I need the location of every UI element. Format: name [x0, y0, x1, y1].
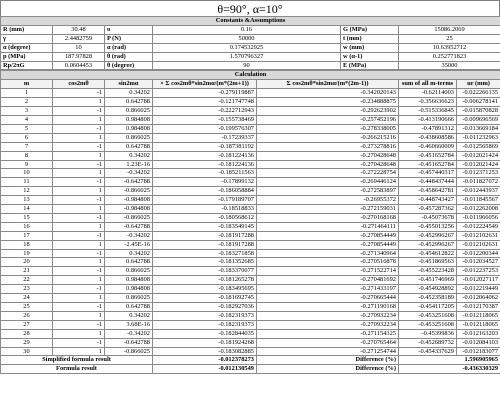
table-cell: 1 — [53, 115, 105, 124]
table-cell: -0.155738469 — [153, 115, 257, 124]
table-row — [1, 329, 500, 338]
table-cell: -0.270665444 — [257, 294, 399, 303]
table-row — [1, 320, 500, 329]
table-cell: 25 — [1, 303, 53, 312]
table-cell: -0.186058884 — [153, 187, 257, 196]
table-cell: -0.187381192 — [153, 142, 257, 151]
table-cell: -0.181224136 — [153, 160, 257, 169]
constant-label: α (degree) — [1, 43, 53, 52]
table-cell: -1 — [53, 338, 105, 347]
constants-table — [0, 16, 500, 70]
table-cell: -0.270854449 — [257, 231, 399, 240]
table-cell: -1 — [53, 160, 105, 169]
table-cell: -0.18518833 — [153, 205, 257, 214]
table-cell: -0.012118065 — [457, 320, 500, 329]
table-cell: -0.183495695 — [153, 285, 257, 294]
table-row — [1, 169, 500, 178]
table-cell: -0.279119887 — [153, 89, 257, 98]
table-cell: 0.34202 — [105, 151, 153, 160]
column-header: cos2mθ — [53, 80, 105, 89]
table-cell: -0.181924268 — [153, 338, 257, 347]
table-cell: 18 — [1, 240, 53, 249]
table-cell: -0.273278816 — [257, 142, 399, 151]
constant-value: 35000 — [399, 61, 500, 70]
table-cell: 0.34202 — [105, 89, 153, 98]
table-row — [1, 258, 500, 267]
table-cell: 0.866025 — [105, 267, 153, 276]
table-row — [1, 160, 500, 169]
table-cell: 9 — [1, 160, 53, 169]
table-cell: -1 — [53, 285, 105, 294]
table-cell: -0.012027117 — [457, 276, 500, 285]
table-cell: 5 — [1, 124, 53, 133]
table-cell: 0.984808 — [105, 115, 153, 124]
table-cell: -0.012224549 — [457, 222, 500, 231]
constant-label: p (MPa) — [1, 52, 53, 61]
table-cell: -0.984808 — [105, 196, 153, 205]
table-cell: -0.454612822 — [399, 249, 457, 258]
table-cell: -1 — [53, 249, 105, 258]
table-cell: -0.182319373 — [153, 311, 257, 320]
table-cell: -0.270854449 — [257, 240, 399, 249]
table-cell: -0.448437444 — [399, 178, 457, 187]
table-cell: -0.271190168 — [257, 303, 399, 312]
table-cell: -0.270765464 — [257, 338, 399, 347]
table-cell: -0.266215216 — [257, 133, 399, 142]
column-header: Σ cos2mθ*sin2mα/(m*(2m-1)) — [257, 80, 399, 89]
table-cell: -1 — [53, 178, 105, 187]
table-cell: -0.45399836 — [399, 329, 457, 338]
table-cell: -0.451746969 — [399, 276, 457, 285]
table-cell: 0.866025 — [105, 133, 153, 142]
table-cell: -0.271522714 — [257, 267, 399, 276]
table-cell: 0.34202 — [105, 249, 153, 258]
table-cell: -0.012237253 — [457, 267, 500, 276]
table-cell: -1 — [53, 213, 105, 222]
table-cell: 8 — [1, 151, 53, 160]
table-cell: 27 — [1, 320, 53, 329]
table-cell: 21 — [1, 267, 53, 276]
table-cell: 1 — [53, 205, 105, 214]
table-cell: 12 — [1, 187, 53, 196]
table-row — [1, 213, 500, 222]
table-cell: 4 — [1, 115, 53, 124]
constant-label: t (mm) — [341, 34, 399, 43]
constant-label: υ — [105, 25, 153, 34]
table-cell: -0.34202 — [105, 231, 153, 240]
constants-row — [1, 61, 500, 70]
table-row — [1, 311, 500, 320]
table-row — [1, 98, 500, 107]
table-cell: 1 — [53, 187, 105, 196]
table-cell: -0.451652784 — [399, 160, 457, 169]
calculation-header: Calculation — [1, 71, 500, 80]
table-cell: -0.012021424 — [457, 160, 500, 169]
table-cell: -0.413190666 — [399, 115, 457, 124]
table-cell: -0.34202 — [105, 329, 153, 338]
table-cell: -0.451652784 — [399, 151, 457, 160]
formula-row — [1, 365, 500, 374]
constants-row — [1, 52, 500, 61]
table-cell: 1 — [53, 347, 105, 356]
constant-label: θ (degree) — [105, 61, 153, 70]
table-row — [1, 285, 500, 294]
table-cell: -0.642788 — [105, 178, 153, 187]
table-cell: -0.183549145 — [153, 222, 257, 231]
table-cell: 1.23E-16 — [105, 160, 153, 169]
table-cell: -0.011232963 — [457, 133, 500, 142]
table-cell: -0.012183077 — [457, 347, 500, 356]
table-row — [1, 124, 500, 133]
table-cell: -0.012034527 — [457, 258, 500, 267]
table-cell: -0.62114003 — [399, 89, 457, 98]
table-cell: 20 — [1, 258, 53, 267]
table-cell: -0.272159031 — [257, 205, 399, 214]
table-cell: 0.984808 — [105, 285, 153, 294]
table-row — [1, 231, 500, 240]
table-cell: -0.181265278 — [153, 276, 257, 285]
table-cell: -0.022266135 — [457, 89, 500, 98]
table-cell: -0.012163203 — [457, 329, 500, 338]
table-cell: 17 — [1, 231, 53, 240]
table-row — [1, 222, 500, 231]
table-cell: -0.012219449 — [457, 285, 500, 294]
table-cell: 30 — [1, 347, 53, 356]
constants-row — [1, 25, 500, 34]
table-row — [1, 107, 500, 116]
table-cell: -0.011827072 — [457, 178, 500, 187]
table-cell: -1 — [53, 124, 105, 133]
table-cell: -0.012021424 — [457, 151, 500, 160]
table-cell: -0.121747748 — [153, 98, 257, 107]
table-row — [1, 178, 500, 187]
table-cell: 22 — [1, 276, 53, 285]
table-row — [1, 115, 500, 124]
table-cell: -0.012371253 — [457, 169, 500, 178]
table-cell: -0.013669184 — [457, 124, 500, 133]
constant-value: 0.16 — [153, 25, 341, 34]
table-cell: -0.292623902 — [257, 107, 399, 116]
table-cell: -0.460660009 — [399, 142, 457, 151]
table-cell: -0.270481692 — [257, 276, 399, 285]
table-cell: -1 — [53, 267, 105, 276]
table-cell: 16 — [1, 222, 53, 231]
constant-value: 0.174532925 — [153, 43, 341, 52]
constant-label: R (mm) — [1, 25, 53, 34]
table-row — [1, 196, 500, 205]
table-row — [1, 205, 500, 214]
table-cell: -0.012102631 — [457, 240, 500, 249]
table-cell: -0.181224136 — [153, 151, 257, 160]
table-cell: -0.183082885 — [153, 347, 257, 356]
table-cell: -0.984808 — [105, 205, 153, 214]
table-cell: -0.271154325 — [257, 329, 399, 338]
table-cell: 13 — [1, 196, 53, 205]
constant-value: 0.252771823 — [399, 52, 500, 61]
table-row — [1, 187, 500, 196]
table-cell: -0.012262008 — [457, 205, 500, 214]
table-row — [1, 267, 500, 276]
table-cell: -0.011966056 — [457, 213, 500, 222]
calculation-table — [0, 70, 500, 374]
table-cell: -0.270932234 — [257, 311, 399, 320]
constant-label: G (MPa) — [341, 25, 399, 34]
table-cell: -0.182927036 — [153, 303, 257, 312]
table-cell: -1 — [53, 89, 105, 98]
column-header-row — [1, 80, 500, 89]
table-cell: -0.257452196 — [257, 115, 399, 124]
table-cell: 14 — [1, 205, 53, 214]
table-cell: 1 — [53, 294, 105, 303]
table-cell: -0.47891312 — [399, 124, 457, 133]
difference-label-1: Difference (%) — [257, 356, 399, 365]
table-cell: -0.356636623 — [399, 98, 457, 107]
table-cell: -0.181917288 — [153, 240, 257, 249]
constant-label: θ (rad) — [105, 52, 153, 61]
table-cell: -0.185211563 — [153, 169, 257, 178]
table-cell: -0.271254744 — [257, 347, 399, 356]
table-cell: -0.458642781 — [399, 187, 457, 196]
table-cell: -0.455013256 — [399, 222, 457, 231]
table-cell: -0.270428648 — [257, 151, 399, 160]
column-header: sum of all m-terms — [399, 80, 457, 89]
table-row — [1, 89, 500, 98]
table-cell: -0.181352685 — [153, 258, 257, 267]
table-cell: -0.183271858 — [153, 249, 257, 258]
table-cell: -0.012102631 — [457, 231, 500, 240]
table-cell: 1 — [53, 329, 105, 338]
table-cell: 1 — [1, 89, 53, 98]
table-cell: -0.199576307 — [153, 124, 257, 133]
constant-value: 2.4482759 — [53, 34, 105, 43]
table-cell: -0.278338005 — [257, 124, 399, 133]
table-cell: -0.271464111 — [257, 222, 399, 231]
table-cell: -0.180568612 — [153, 213, 257, 222]
table-cell: 1 — [53, 133, 105, 142]
table-cell: -0.453251608 — [399, 320, 457, 329]
constant-label: E (MPa) — [341, 61, 399, 70]
table-cell: 0.866025 — [105, 107, 153, 116]
formula-value: -0.012130549 — [153, 365, 257, 374]
table-cell: 24 — [1, 294, 53, 303]
constant-value: 15086.2069 — [399, 25, 500, 34]
table-cell: -0.183370077 — [153, 267, 257, 276]
table-cell: -1 — [53, 320, 105, 329]
table-cell: -0.181692745 — [153, 294, 257, 303]
table-cell: 0.866025 — [105, 294, 153, 303]
table-cell: -0.181917288 — [153, 231, 257, 240]
table-cell: 0.984808 — [105, 124, 153, 133]
table-cell: -0.270932234 — [257, 320, 399, 329]
table-cell: 2 — [1, 98, 53, 107]
table-cell: -0.452996267 — [399, 240, 457, 249]
table-cell: -0.271433197 — [257, 285, 399, 294]
formula-label: Formula result — [1, 365, 153, 374]
table-cell: 29 — [1, 338, 53, 347]
table-cell: -0.452689732 — [399, 338, 457, 347]
table-cell: 1 — [53, 311, 105, 320]
table-cell: -1 — [53, 142, 105, 151]
table-cell: -0.270516878 — [257, 258, 399, 267]
table-cell: -0.448743427 — [399, 196, 457, 205]
table-cell: -0.642788 — [105, 222, 153, 231]
table-cell: -0.453251608 — [399, 311, 457, 320]
constants-row — [1, 34, 500, 43]
difference-value-1: 1.596905965 — [399, 356, 500, 365]
table-cell: -0.17899132 — [153, 178, 257, 187]
difference-label-2: Difference (%) — [257, 365, 399, 374]
table-cell: 19 — [1, 249, 53, 258]
constant-label: Rp/2πG — [1, 61, 53, 70]
table-cell: 1 — [53, 276, 105, 285]
table-cell: -0.012084103 — [457, 338, 500, 347]
constant-value: 30.48 — [53, 25, 105, 34]
table-cell: -0.342020143 — [257, 89, 399, 98]
table-row — [1, 240, 500, 249]
table-cell: -0.011845567 — [457, 196, 500, 205]
constant-label: γ — [1, 34, 53, 43]
table-cell: -0.438608586 — [399, 133, 457, 142]
table-row — [1, 151, 500, 160]
table-cell: -0.454928892 — [399, 285, 457, 294]
constant-value: 187.97828 — [53, 52, 105, 61]
table-cell: -0.642788 — [105, 338, 153, 347]
table-cell: -0.222712943 — [153, 107, 257, 116]
table-cell: 1 — [53, 151, 105, 160]
constants-header: Constants &Assumptions — [1, 17, 500, 26]
difference-value-2: -0.436330329 — [399, 365, 500, 374]
table-cell: -0.182844035 — [153, 329, 257, 338]
table-cell: -0.012565869 — [457, 142, 500, 151]
table-cell: -0.866025 — [105, 213, 153, 222]
table-cell: -0.006278141 — [457, 98, 500, 107]
sheet-title: θ=90°, α=10° — [0, 0, 500, 16]
table-cell: 1 — [53, 169, 105, 178]
table-cell: -0.452996267 — [399, 231, 457, 240]
table-cell: 0.34202 — [105, 311, 153, 320]
table-cell: -2.45E-16 — [105, 240, 153, 249]
table-cell: -0.009696569 — [457, 115, 500, 124]
table-cell: -0.015870828 — [457, 107, 500, 116]
simplified-value: -0.012378273 — [153, 356, 257, 365]
table-cell: -0.272228754 — [257, 169, 399, 178]
table-cell: 6 — [1, 133, 53, 142]
column-header: m — [1, 80, 53, 89]
table-cell: -0.26955372 — [257, 196, 399, 205]
table-cell: -1 — [53, 107, 105, 116]
table-cell: 26 — [1, 311, 53, 320]
constant-label: α (rad) — [105, 43, 153, 52]
table-row — [1, 249, 500, 258]
table-cell: 3 — [1, 107, 53, 116]
table-row — [1, 133, 500, 142]
table-cell: -1 — [53, 196, 105, 205]
table-cell: 23 — [1, 285, 53, 294]
table-cell: 1 — [53, 98, 105, 107]
table-cell: 28 — [1, 329, 53, 338]
table-cell: -0.452358189 — [399, 294, 457, 303]
table-cell: 0.642788 — [105, 258, 153, 267]
table-cell: -0.457440317 — [399, 169, 457, 178]
table-cell: -0.179189707 — [153, 196, 257, 205]
constant-value: 10.63952712 — [399, 43, 500, 52]
table-cell: -0.454117205 — [399, 303, 457, 312]
table-row — [1, 303, 500, 312]
table-cell: 3.68E-16 — [105, 320, 153, 329]
table-cell: -0.012443937 — [457, 187, 500, 196]
table-cell: 11 — [1, 178, 53, 187]
constant-label: P (N) — [105, 34, 153, 43]
column-header: ur (mm) — [457, 80, 500, 89]
table-cell: -0.454337629 — [399, 347, 457, 356]
table-cell: 1 — [53, 240, 105, 249]
constant-value: 10 — [53, 43, 105, 52]
table-row — [1, 276, 500, 285]
table-cell: -0.234888875 — [257, 98, 399, 107]
column-header: sin2mα — [105, 80, 153, 89]
table-cell: 0.642788 — [105, 303, 153, 312]
table-cell: -0.269446124 — [257, 178, 399, 187]
constant-value: 1.570796327 — [153, 52, 341, 61]
table-cell: -0.866025 — [105, 187, 153, 196]
constant-value: 0.0604453 — [53, 61, 105, 70]
table-cell: 1 — [53, 258, 105, 267]
constant-label: w (mm) — [341, 43, 399, 52]
table-cell: -0.451869563 — [399, 258, 457, 267]
table-cell: 15 — [1, 213, 53, 222]
table-row — [1, 347, 500, 356]
table-row — [1, 294, 500, 303]
table-cell: -0.012200344 — [457, 249, 500, 258]
column-header: × Σ cos2mθ*sin2mα/(m*(2m+1)) — [153, 80, 257, 89]
simplified-label: Simplified formula result — [1, 356, 153, 365]
table-row — [1, 338, 500, 347]
table-cell: 0.984808 — [105, 276, 153, 285]
table-cell: -0.182319373 — [153, 320, 257, 329]
table-cell: -1 — [53, 303, 105, 312]
table-row — [1, 142, 500, 151]
table-cell: -0.012118065 — [457, 311, 500, 320]
table-cell: -0.866025 — [105, 347, 153, 356]
constant-label: w (α-1) — [341, 52, 399, 61]
table-cell: 1 — [53, 222, 105, 231]
table-cell: 7 — [1, 142, 53, 151]
table-cell: -1 — [53, 231, 105, 240]
table-cell: -0.34202 — [105, 169, 153, 178]
table-cell: -0.270428648 — [257, 160, 399, 169]
table-cell: -0.012170387 — [457, 303, 500, 312]
table-cell: -0.457287362 — [399, 205, 457, 214]
table-cell: -0.271340964 — [257, 249, 399, 258]
table-cell: -0.272583897 — [257, 187, 399, 196]
constant-value: 90 — [153, 61, 341, 70]
table-cell: 0.642788 — [105, 98, 153, 107]
simplified-row — [1, 356, 500, 365]
table-cell: 0.642788 — [105, 142, 153, 151]
constant-value: 25 — [399, 34, 500, 43]
table-cell: 10 — [1, 169, 53, 178]
table-cell: -0.455223428 — [399, 267, 457, 276]
constant-value: 50000 — [153, 34, 341, 43]
constants-row — [1, 43, 500, 52]
table-cell: -0.45073678 — [399, 213, 457, 222]
table-cell: -0.17239337 — [153, 133, 257, 142]
table-cell: -0.515336845 — [399, 107, 457, 116]
table-cell: -0.012064062 — [457, 294, 500, 303]
table-cell: -0.270168168 — [257, 213, 399, 222]
